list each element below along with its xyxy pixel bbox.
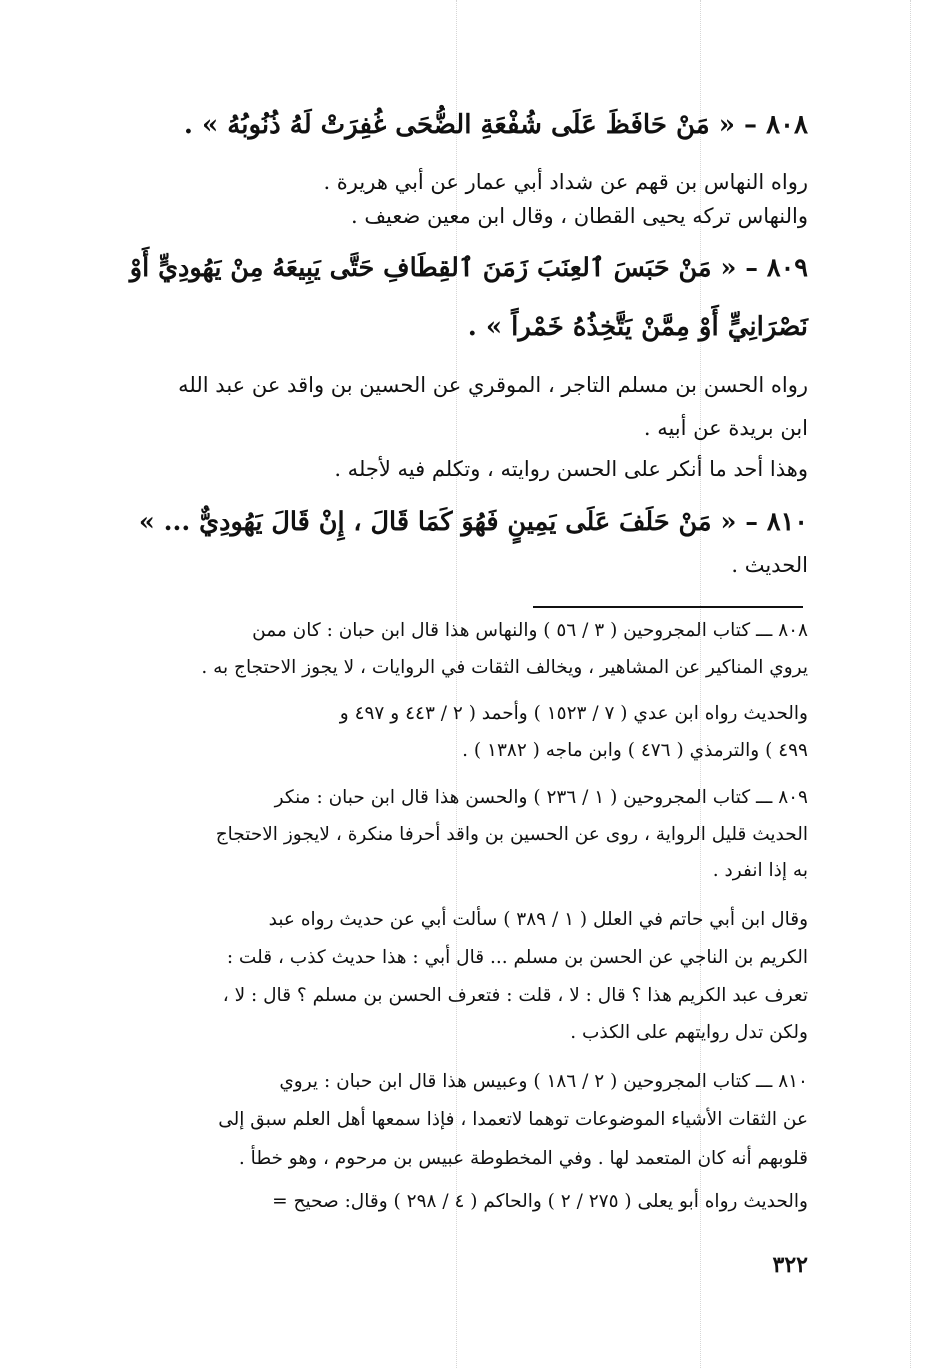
commentary-810-line-1: الحديث . [731,553,808,577]
footnote-809-line-7: ولكن تدل روايتهم على الكذب . [570,1022,808,1043]
footnote-808-line-1: ٨٠٨ ـــ كتاب المجروحين ( ٣ / ٥٦ ) والنهاس هذا قال ابن حبان : كان ممن [252,620,808,641]
footnote-809-line-1: ٨٠٩ ـــ كتاب المجروحين ( ١ / ٢٣٦ ) والحسن هذا قال ابن حبان : منكر [274,787,808,808]
commentary-809-line-3: وهذا أحد ما أنكر على الحسن روايته ، وتكلم فيه لأجله . [334,457,808,481]
hadith-809-line-2: نَصْرَانِيٍّ أَوْ مِمَّنْ يَتَّخِذُهُ خَمْراً » . [467,312,808,342]
commentary-808-line-2: والنهاس تركه يحيى القطان ، وقال ابن معين ضعيف . [350,204,808,228]
footnote-808-line-3: والحديث رواه ابن عدي ( ٧ / ١٥٢٣ ) وأحمد ( ٢ / ٤٤٣ و ٤٩٧ و [339,703,808,724]
footnote-808-line-4: ٤٩٩ ) والترمذي ( ٤٧٦ ) وابن ماجه ( ١٣٨٢ ) . [462,740,808,761]
footnote-809-line-4: وقال ابن أبي حاتم في العلل ( ١ / ٣٨٩ ) سألت أبي عن حديث رواه عبد [268,909,808,930]
footnote-810-line-2: عن الثقات الأشياء الموضوعات توهما لاتعمدا ، فإذا سمعها أهل العلم سبق إلى [218,1109,808,1130]
scan-guide-line [910,0,911,1368]
hadith-808-text: ٨٠٨ – « مَنْ حَافَظَ عَلَى شُفْعَةِ الضُّحَى غُفِرَتْ لَهُ ذُنُوبُهُ » . [183,110,808,140]
footnote-808-line-2: يروي المناكير عن المشاهير ، ويخالف الثقات في الروايات ، لا يجوز الاحتجاج به . [201,657,808,678]
footnote-809-line-3: به إذا انفرد . [712,860,808,881]
commentary-809-line-1: رواه الحسن بن مسلم التاجر ، الموقري عن الحسين بن واقد عن عبد الله [178,373,808,397]
footnote-separator [533,606,803,608]
commentary-809-line-2: ابن بريدة عن أبيه . [643,416,808,440]
footnote-810-line-4: والحديث رواه أبو يعلى ( ٢٧٥ / ٢ ) والحاكم ( ٤ / ٢٩٨ ) وقال: صحيح = [272,1191,808,1212]
footnote-810-line-1: ٨١٠ ـــ كتاب المجروحين ( ٢ / ١٨٦ ) وعبيس هذا قال ابن حبان : يروي [279,1071,808,1092]
hadith-809-line-1: ٨٠٩ – « مَنْ حَبَسَ ٱلعِنَبَ زَمَنَ ٱلقِطَافِ حَتَّى يَبِيعَهُ مِنْ يَهُودِيٍّ أَوْ [129,253,808,283]
footnote-809-line-2: الحديث قليل الرواية ، روى عن الحسين بن واقد أحرفا منكرة ، لايجوز الاحتجاج [215,824,808,845]
page-number: ٣٢٢ [772,1252,808,1278]
commentary-808-line-1: رواه النهاس بن قهم عن شداد أبي عمار عن أبي هريرة . [323,170,808,194]
footnote-810-line-3: قلوبهم أنه كان المتعمد لها . وفي المخطوطة عبيس بن مرحوم ، وهو خطأ . [238,1148,808,1169]
footnote-809-line-5: الكريم بن الناجي عن الحسن بن مسلم ... قال أبي : هذا حديث كذب ، قلت : [226,947,808,968]
footnote-809-line-6: تعرف عبد الكريم هذا ؟ قال : لا ، قلت : فتعرف الحسن بن مسلم ؟ قال : لا ، [222,985,808,1006]
hadith-810-text: ٨١٠ – « مَنْ حَلَفَ عَلَى يَمِينٍ فَهُوَ كَمَا قَالَ ، إِنْ قَالَ يَهُودِيٌّ ... » [138,507,808,537]
